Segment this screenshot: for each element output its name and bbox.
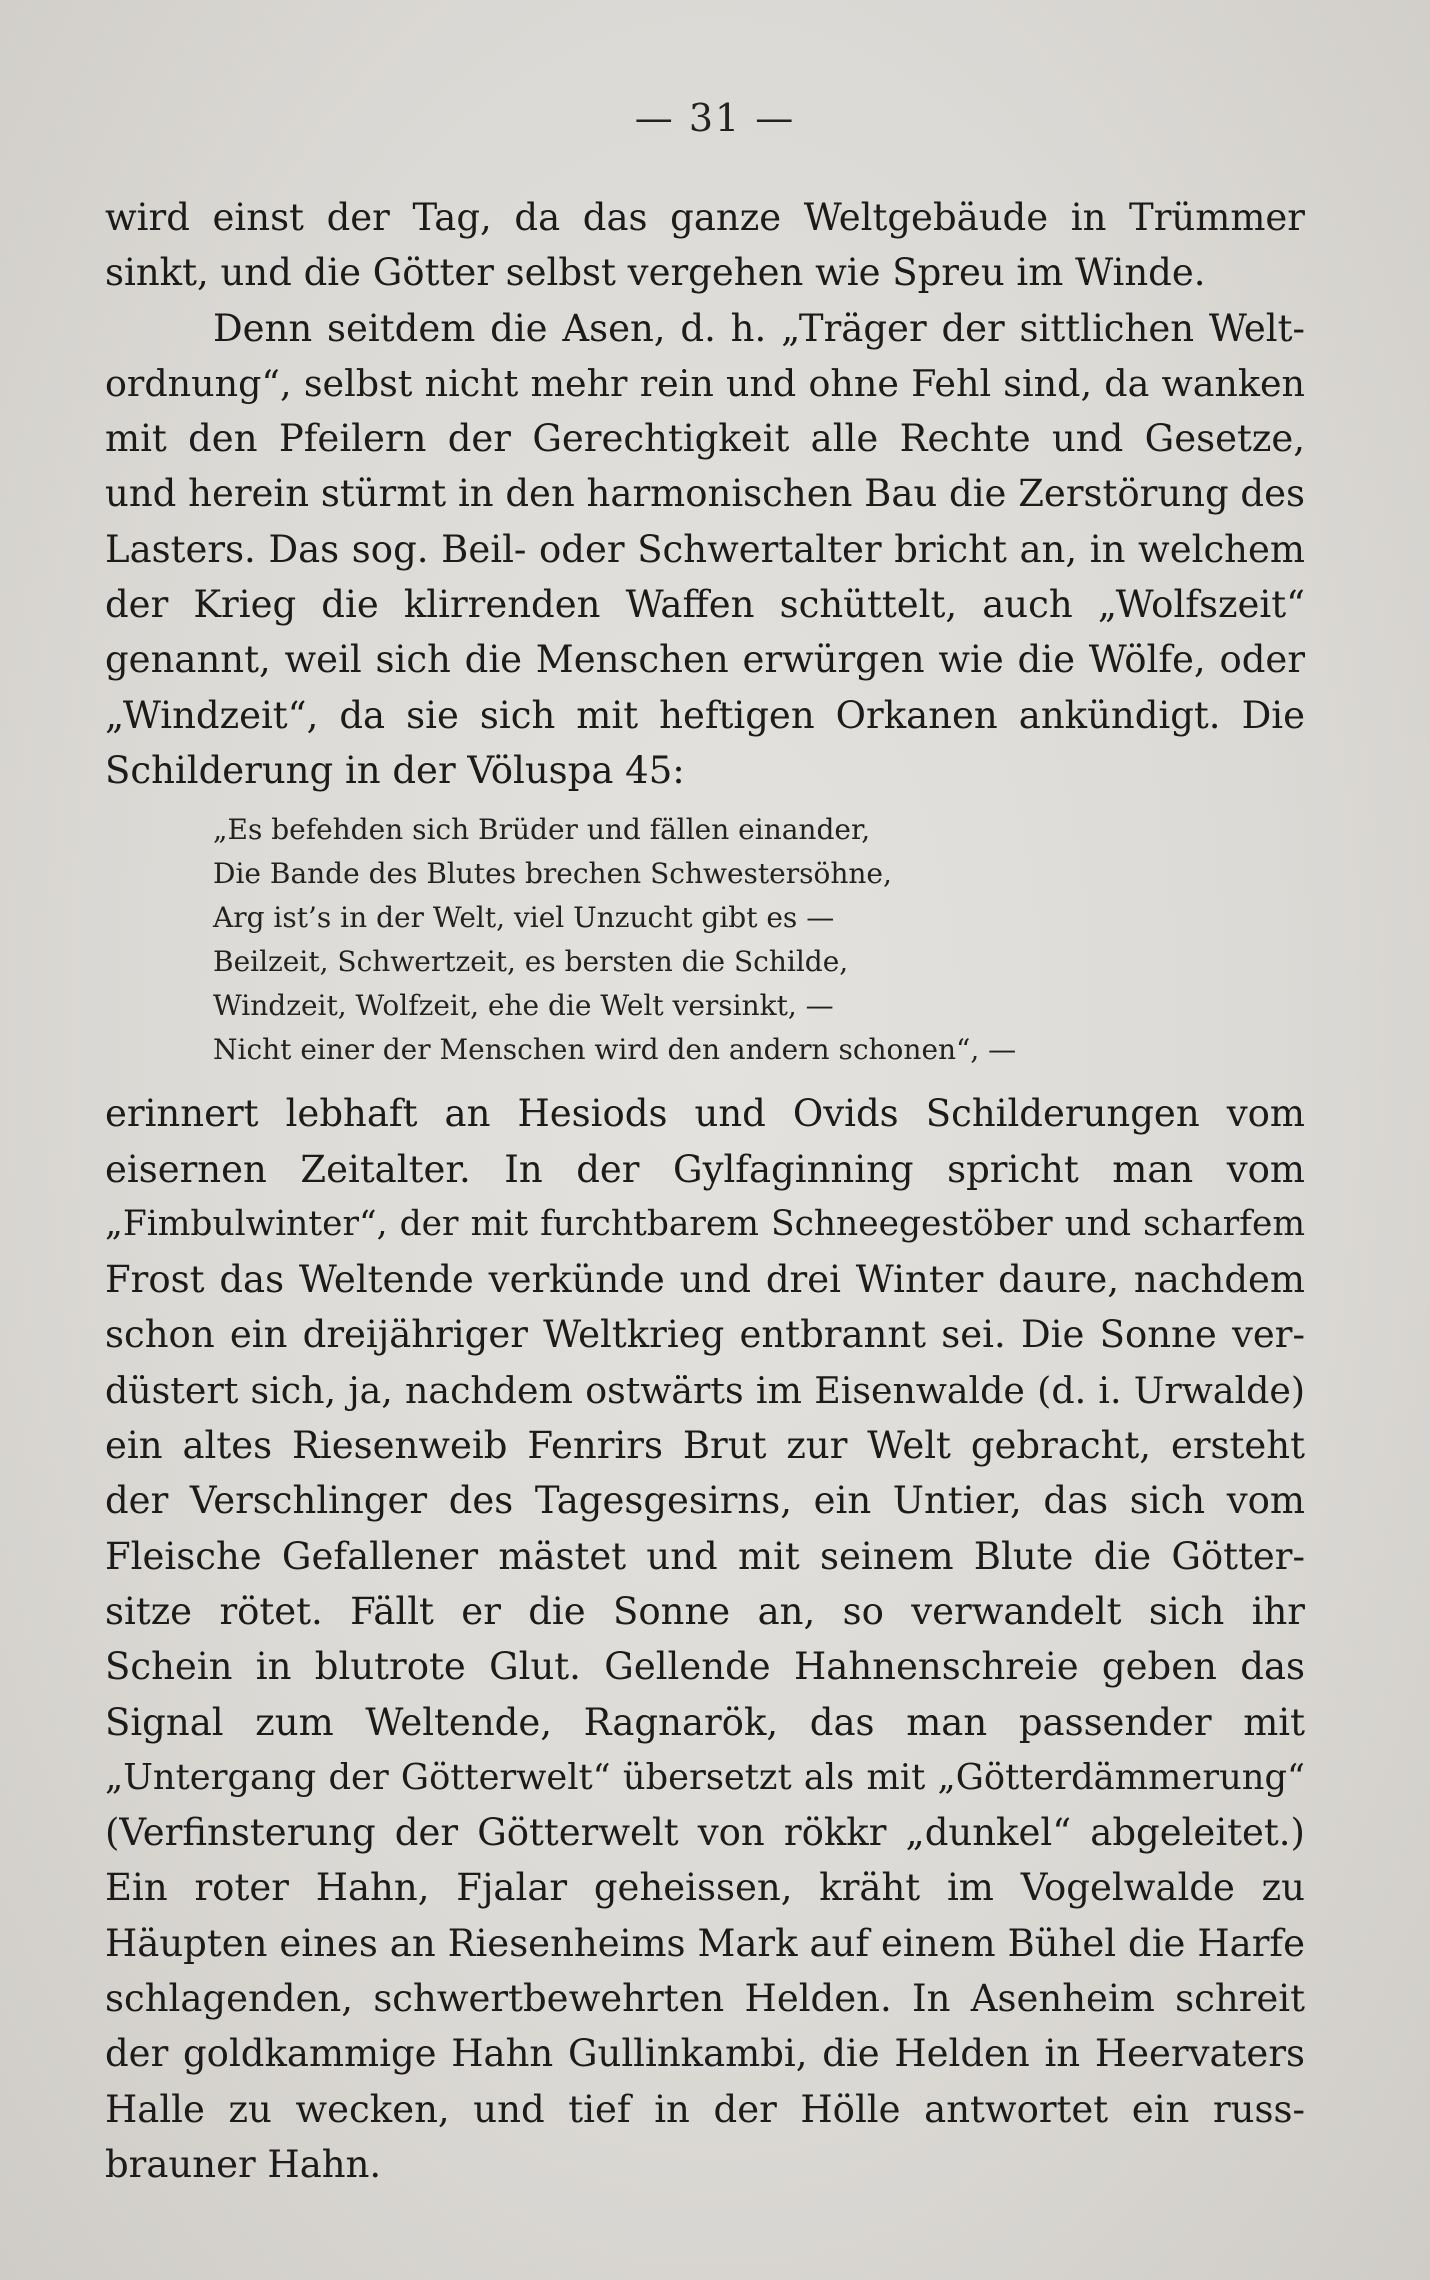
text-line: Frost das Weltende verkünde und drei Winter daure, nachdem — [105, 1258, 1305, 1302]
text-line: eisernen Zeitalter. In der Gylfaginning spricht man vom — [105, 1147, 1305, 1191]
verse-line: Beilzeit, Schwertzeit, es bersten die Schilde, — [213, 945, 849, 979]
text-line: schon ein dreijähriger Weltkrieg entbrannt sei. Die Sonne ver- — [105, 1313, 1305, 1357]
text-line: ordnung“, selbst nicht mehr rein und ohne Fehl sind, da wanken — [105, 361, 1305, 405]
text-line: Signal zum Weltende, Ragnarök, das man passender mit — [105, 1700, 1305, 1744]
page-number: — 31 — — [634, 96, 796, 140]
text-line: sitze rötet. Fällt er die Sonne an, so verwandelt sich ihr — [105, 1589, 1305, 1633]
text-line: Schilderung in der Völuspa 45: — [105, 748, 685, 792]
text-line: „Windzeit“, da sie sich mit heftigen Orkanen ankündigt. Die — [105, 693, 1305, 737]
text-line: Häupten eines an Riesenheims Mark auf einem Bühel die Harfe — [105, 1921, 1305, 1965]
text-line: mit den Pfeilern der Gerechtigkeit alle Rechte und Gesetze, — [105, 417, 1305, 461]
text-line: erinnert lebhaft an Hesiods und Ovids Schilderungen vom — [105, 1092, 1305, 1136]
text-line: genannt, weil sich die Menschen erwürgen wie die Wölfe, oder — [105, 638, 1305, 682]
text-line: Lasters. Das sog. Beil- oder Schwertalter bricht an, in welchem — [105, 527, 1305, 571]
text-line: (Verfinsterung der Götterwelt von rökkr „dunkel“ abgeleitet.) — [105, 1811, 1305, 1855]
verse-quote — [105, 808, 1305, 1072]
text-line: düstert sich, ja, nachdem ostwärts im Eisenwalde (d. i. Urwalde) — [105, 1368, 1305, 1412]
text-line: Halle zu wecken, und tief in der Hölle antwortet ein russ- — [105, 2087, 1305, 2131]
verse-line: „Es befehden sich Brüder und fällen einander, — [213, 813, 871, 847]
text-line: schlagenden, schwertbewehrten Helden. In Asenheim schreit — [105, 1977, 1305, 2021]
body-text — [105, 190, 1305, 2192]
verse-line: Die Bande des Blutes brechen Schwestersöhne, — [213, 857, 892, 891]
text-line: der Verschlinger des Tagesgesirns, ein Untier, das sich vom — [105, 1479, 1305, 1523]
text-line: Denn seitdem die Asen, d. h. „Träger der sittlichen Welt- — [213, 306, 1305, 350]
text-line: der Krieg die klirrenden Waffen schüttelt, auch „Wolfszeit“ — [105, 583, 1305, 627]
verse-line: Windzeit, Wolfzeit, ehe die Welt versinkt, — — [213, 989, 834, 1023]
verse-line: Nicht einer der Menschen wird den andern schonen“, — — [213, 1033, 1017, 1067]
text-line: der goldkammige Hahn Gullinkambi, die Helden in Heervaters — [105, 2032, 1305, 2076]
text-line: Ein roter Hahn, Fjalar geheissen, kräht im Vogelwalde zu — [105, 1866, 1305, 1910]
text-line: Fleische Gefallener mästet und mit seinem Blute die Götter- — [105, 1534, 1305, 1578]
text-line: brauner Hahn. — [105, 2142, 382, 2186]
text-line: „Untergang der Götterwelt“ übersetzt als mit „Götterdämmerung“ — [105, 1756, 1305, 1798]
text-line: Schein in blutrote Glut. Gellende Hahnenschreie geben das — [105, 1645, 1305, 1689]
text-line: und herein stürmt in den harmonischen Bau die Zerstörung des — [105, 472, 1305, 516]
text-line: „Fimbulwinter“, der mit furchtbarem Schneegestöber und scharfem — [105, 1203, 1305, 1244]
text-line: wird einst der Tag, da das ganze Weltgebäude in Trümmer — [105, 196, 1305, 239]
verse-line: Arg ist’s in der Welt, viel Unzucht gibt es — — [213, 901, 835, 935]
text-line: ein altes Riesenweib Fenrirs Brut zur Welt gebracht, ersteht — [105, 1424, 1305, 1468]
text-line: sinkt, und die Götter selbst vergehen wie Spreu im Winde. — [105, 251, 1206, 295]
